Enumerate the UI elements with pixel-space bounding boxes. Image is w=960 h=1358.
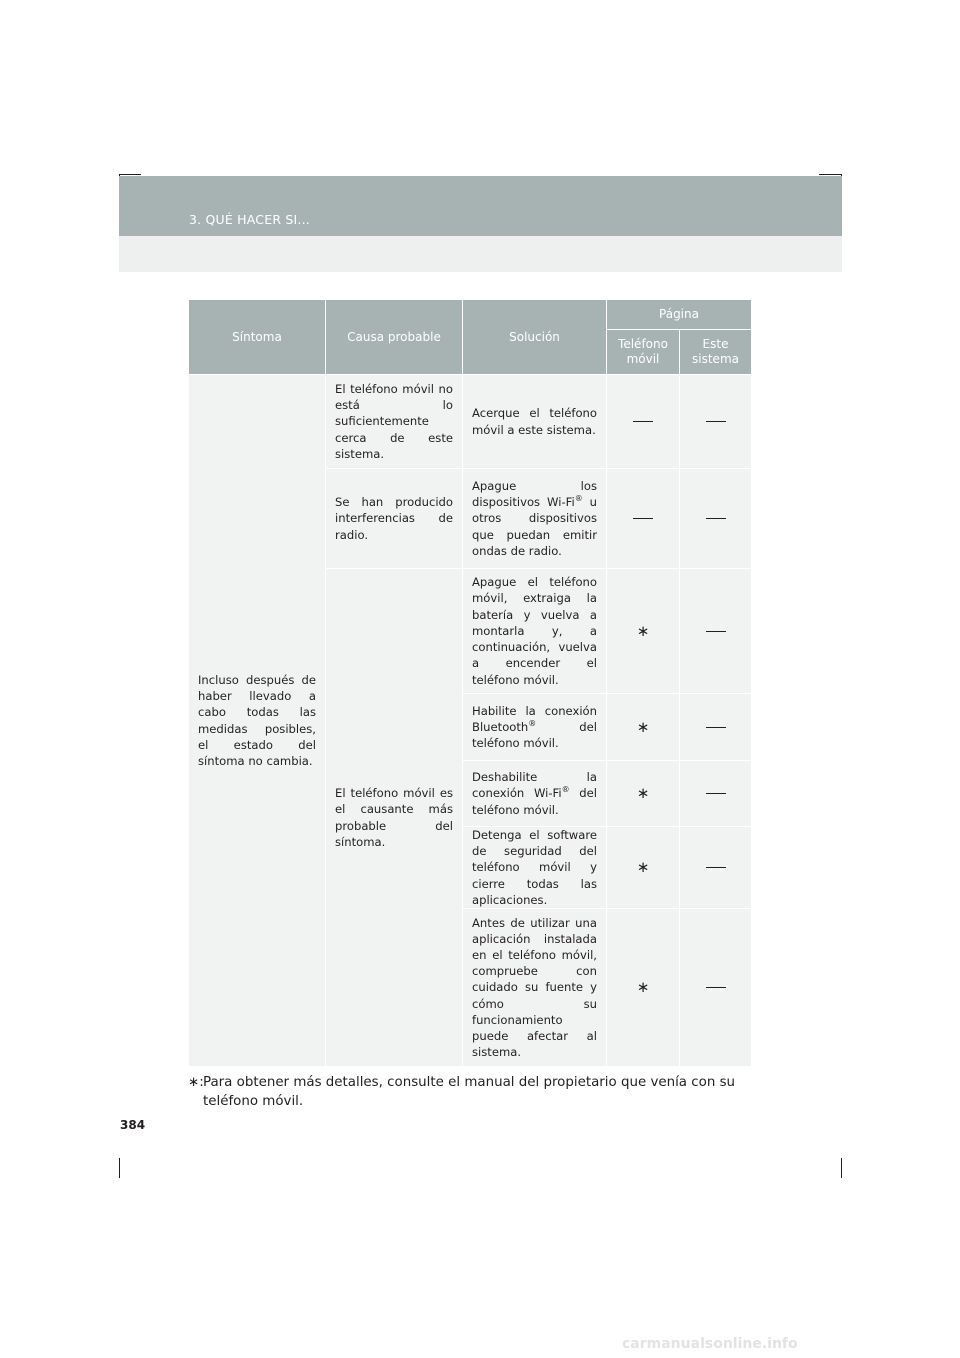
registered-mark: ® [574,494,583,504]
phone-page-cell [607,909,680,1067]
table-header-row [189,300,752,330]
solution-cell [463,694,607,761]
header-cause: Causa probable [326,300,463,375]
solution-text: del teléfono móvil. [472,719,597,751]
dash-mark [633,518,653,519]
asterisk-mark: ∗ [636,978,650,997]
cause-cell: El teléfono móvil no está lo suficientemente cerca de este sistema. [326,375,463,469]
header-solution: Solución [463,300,607,375]
solution-text: del teléfono móvil. [472,786,597,817]
crop-mark [119,1158,120,1178]
crop-mark [841,1158,842,1178]
dash-mark [706,793,726,794]
dash-mark [706,987,726,988]
phone-page-cell [607,469,680,569]
dash-mark [706,727,726,728]
asterisk-mark: ∗ [636,717,650,736]
asterisk-mark: ∗ [636,784,650,802]
registered-mark: ® [528,719,537,729]
solution-cell: Detenga el software de seguridad del teléfono móvil y cierre todas las aplicaciones. [463,827,607,909]
dash-mark [706,631,726,632]
solution-cell: Apague el teléfono móvil, extraiga la batería y vuelva a montarla y, a continuación, vuelva a encender el teléfono móvil. [463,569,607,694]
phone-page-cell [607,827,680,909]
phone-page-cell [607,375,680,469]
header-symptom: Síntoma [189,300,326,375]
solution-text: Apague los dispositivos Wi-Fi [472,478,597,510]
watermark: carmanualsonline.info [622,1336,798,1352]
dash-mark [633,421,653,422]
solution-cell: Antes de utilizar una aplicación instalada en el teléfono móvil, compruebe con cuidado su fuente y cómo su funcionamiento puede afectar al sistema. [463,909,607,1067]
system-page-cell [680,375,752,469]
dash-mark [706,518,726,519]
solution-cell: Acerque el teléfono móvil a este sistema. [463,375,607,469]
solution-cell [463,469,607,569]
symptom-cell: Incluso después de haber llevado a cabo todas las medidas posibles, el estado del síntoma no cambia. [189,375,326,1067]
table-row [189,375,752,469]
dash-mark [706,867,726,868]
footnote [188,1073,763,1112]
system-page-cell [680,469,752,569]
crop-mark [119,174,141,175]
section-title: 3. QUÉ HACER SI... [189,212,310,227]
page-number: 384 [120,1118,146,1132]
asterisk-mark: ∗ [636,621,650,640]
header-phone: Teléfono móvil [607,330,680,375]
system-page-cell [680,761,752,827]
header-page: Página [607,300,752,330]
system-page-cell [680,569,752,694]
troubleshooting-table [188,299,752,1067]
asterisk-mark: ∗ [636,858,650,877]
solution-text: Habilite la conexión Bluetooth [472,703,597,734]
phone-page-cell [607,569,680,694]
phone-page-cell [607,694,680,761]
system-page-cell [680,694,752,761]
cause-cell: El teléfono móvil es el causante más probable del síntoma. [326,569,463,1067]
system-page-cell [680,909,752,1067]
header-system: Este sistema [680,330,752,375]
header-band [119,176,842,236]
header-subband [119,236,842,272]
footnote-mark: ∗: [188,1075,204,1090]
footnote-text: Para obtener más detalles, consulte el manual del propietario que venía con su teléfono móvil. [203,1075,736,1110]
cause-cell: Se han producido interferencias de radio. [326,469,463,569]
dash-mark [706,421,726,422]
registered-mark: ® [561,785,570,795]
solution-cell [463,761,607,827]
solution-text: Deshabilite la conexión Wi-Fi [472,770,597,801]
solution-text: u otros dispositivos que puedan emitir ondas de radio. [472,495,597,558]
crop-mark [819,174,841,175]
system-page-cell [680,827,752,909]
phone-page-cell [607,761,680,827]
